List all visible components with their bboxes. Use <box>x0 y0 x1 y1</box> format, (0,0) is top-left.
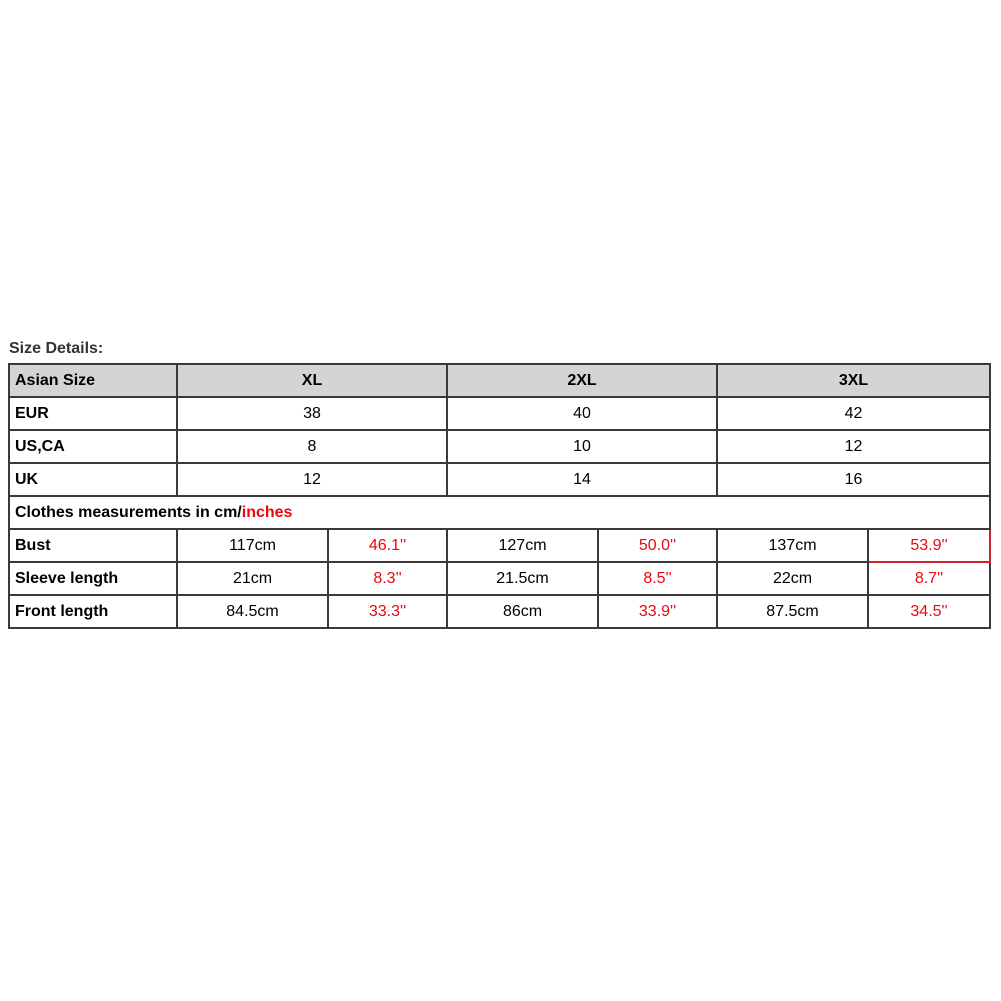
cm-cell: 86cm <box>447 595 598 628</box>
inch-cell: 8.3'' <box>328 562 447 595</box>
table-row-bust <box>9 529 990 562</box>
section-title-cm: Clothes measurements in cm/ <box>15 503 242 521</box>
cm-cell: 21.5cm <box>447 562 598 595</box>
inch-cell: 8.5'' <box>598 562 717 595</box>
cm-cell: 137cm <box>717 529 868 562</box>
table-cell: 42 <box>717 397 990 430</box>
cm-cell: 117cm <box>177 529 328 562</box>
inch-cell: 46.1'' <box>328 529 447 562</box>
table-cell: 14 <box>447 463 717 496</box>
cm-cell: 127cm <box>447 529 598 562</box>
size-chart-table <box>8 363 991 629</box>
table-cell: 16 <box>717 463 990 496</box>
table-row-eur <box>9 397 990 430</box>
row-label-sleeve-length: Sleeve length <box>9 562 177 595</box>
table-cell: 40 <box>447 397 717 430</box>
cm-cell: 87.5cm <box>717 595 868 628</box>
table-row-uk <box>9 463 990 496</box>
inch-cell: 33.3'' <box>328 595 447 628</box>
size-details-heading: Size Details: <box>9 340 104 357</box>
table-row-us-ca <box>9 430 990 463</box>
cm-cell: 21cm <box>177 562 328 595</box>
table-row-front-length <box>9 595 990 628</box>
row-label-eur: EUR <box>9 397 177 430</box>
table-cell: 8 <box>177 430 447 463</box>
asian-size-label: Asian Size <box>9 364 177 397</box>
cm-cell: 84.5cm <box>177 595 328 628</box>
size-header-xl: XL <box>177 364 447 397</box>
table-header-row <box>9 364 990 397</box>
inch-cell: 34.5'' <box>868 595 990 628</box>
size-header-3xl: 3XL <box>717 364 990 397</box>
measurements-section-row <box>9 496 990 529</box>
table-row-sleeve-length <box>9 562 990 595</box>
row-label-us-ca: US,CA <box>9 430 177 463</box>
table-cell: 10 <box>447 430 717 463</box>
row-label-bust: Bust <box>9 529 177 562</box>
table-cell: 38 <box>177 397 447 430</box>
section-title-inches: inches <box>241 503 293 521</box>
measurements-section-title <box>9 496 990 529</box>
inch-cell: 53.9'' <box>868 529 990 562</box>
inch-cell: 8.7'' <box>868 562 990 595</box>
inch-cell: 33.9'' <box>598 595 717 628</box>
row-label-uk: UK <box>9 463 177 496</box>
cm-cell: 22cm <box>717 562 868 595</box>
inch-cell: 50.0'' <box>598 529 717 562</box>
table-cell: 12 <box>717 430 990 463</box>
table-cell: 12 <box>177 463 447 496</box>
row-label-front-length: Front length <box>9 595 177 628</box>
size-header-2xl: 2XL <box>447 364 717 397</box>
